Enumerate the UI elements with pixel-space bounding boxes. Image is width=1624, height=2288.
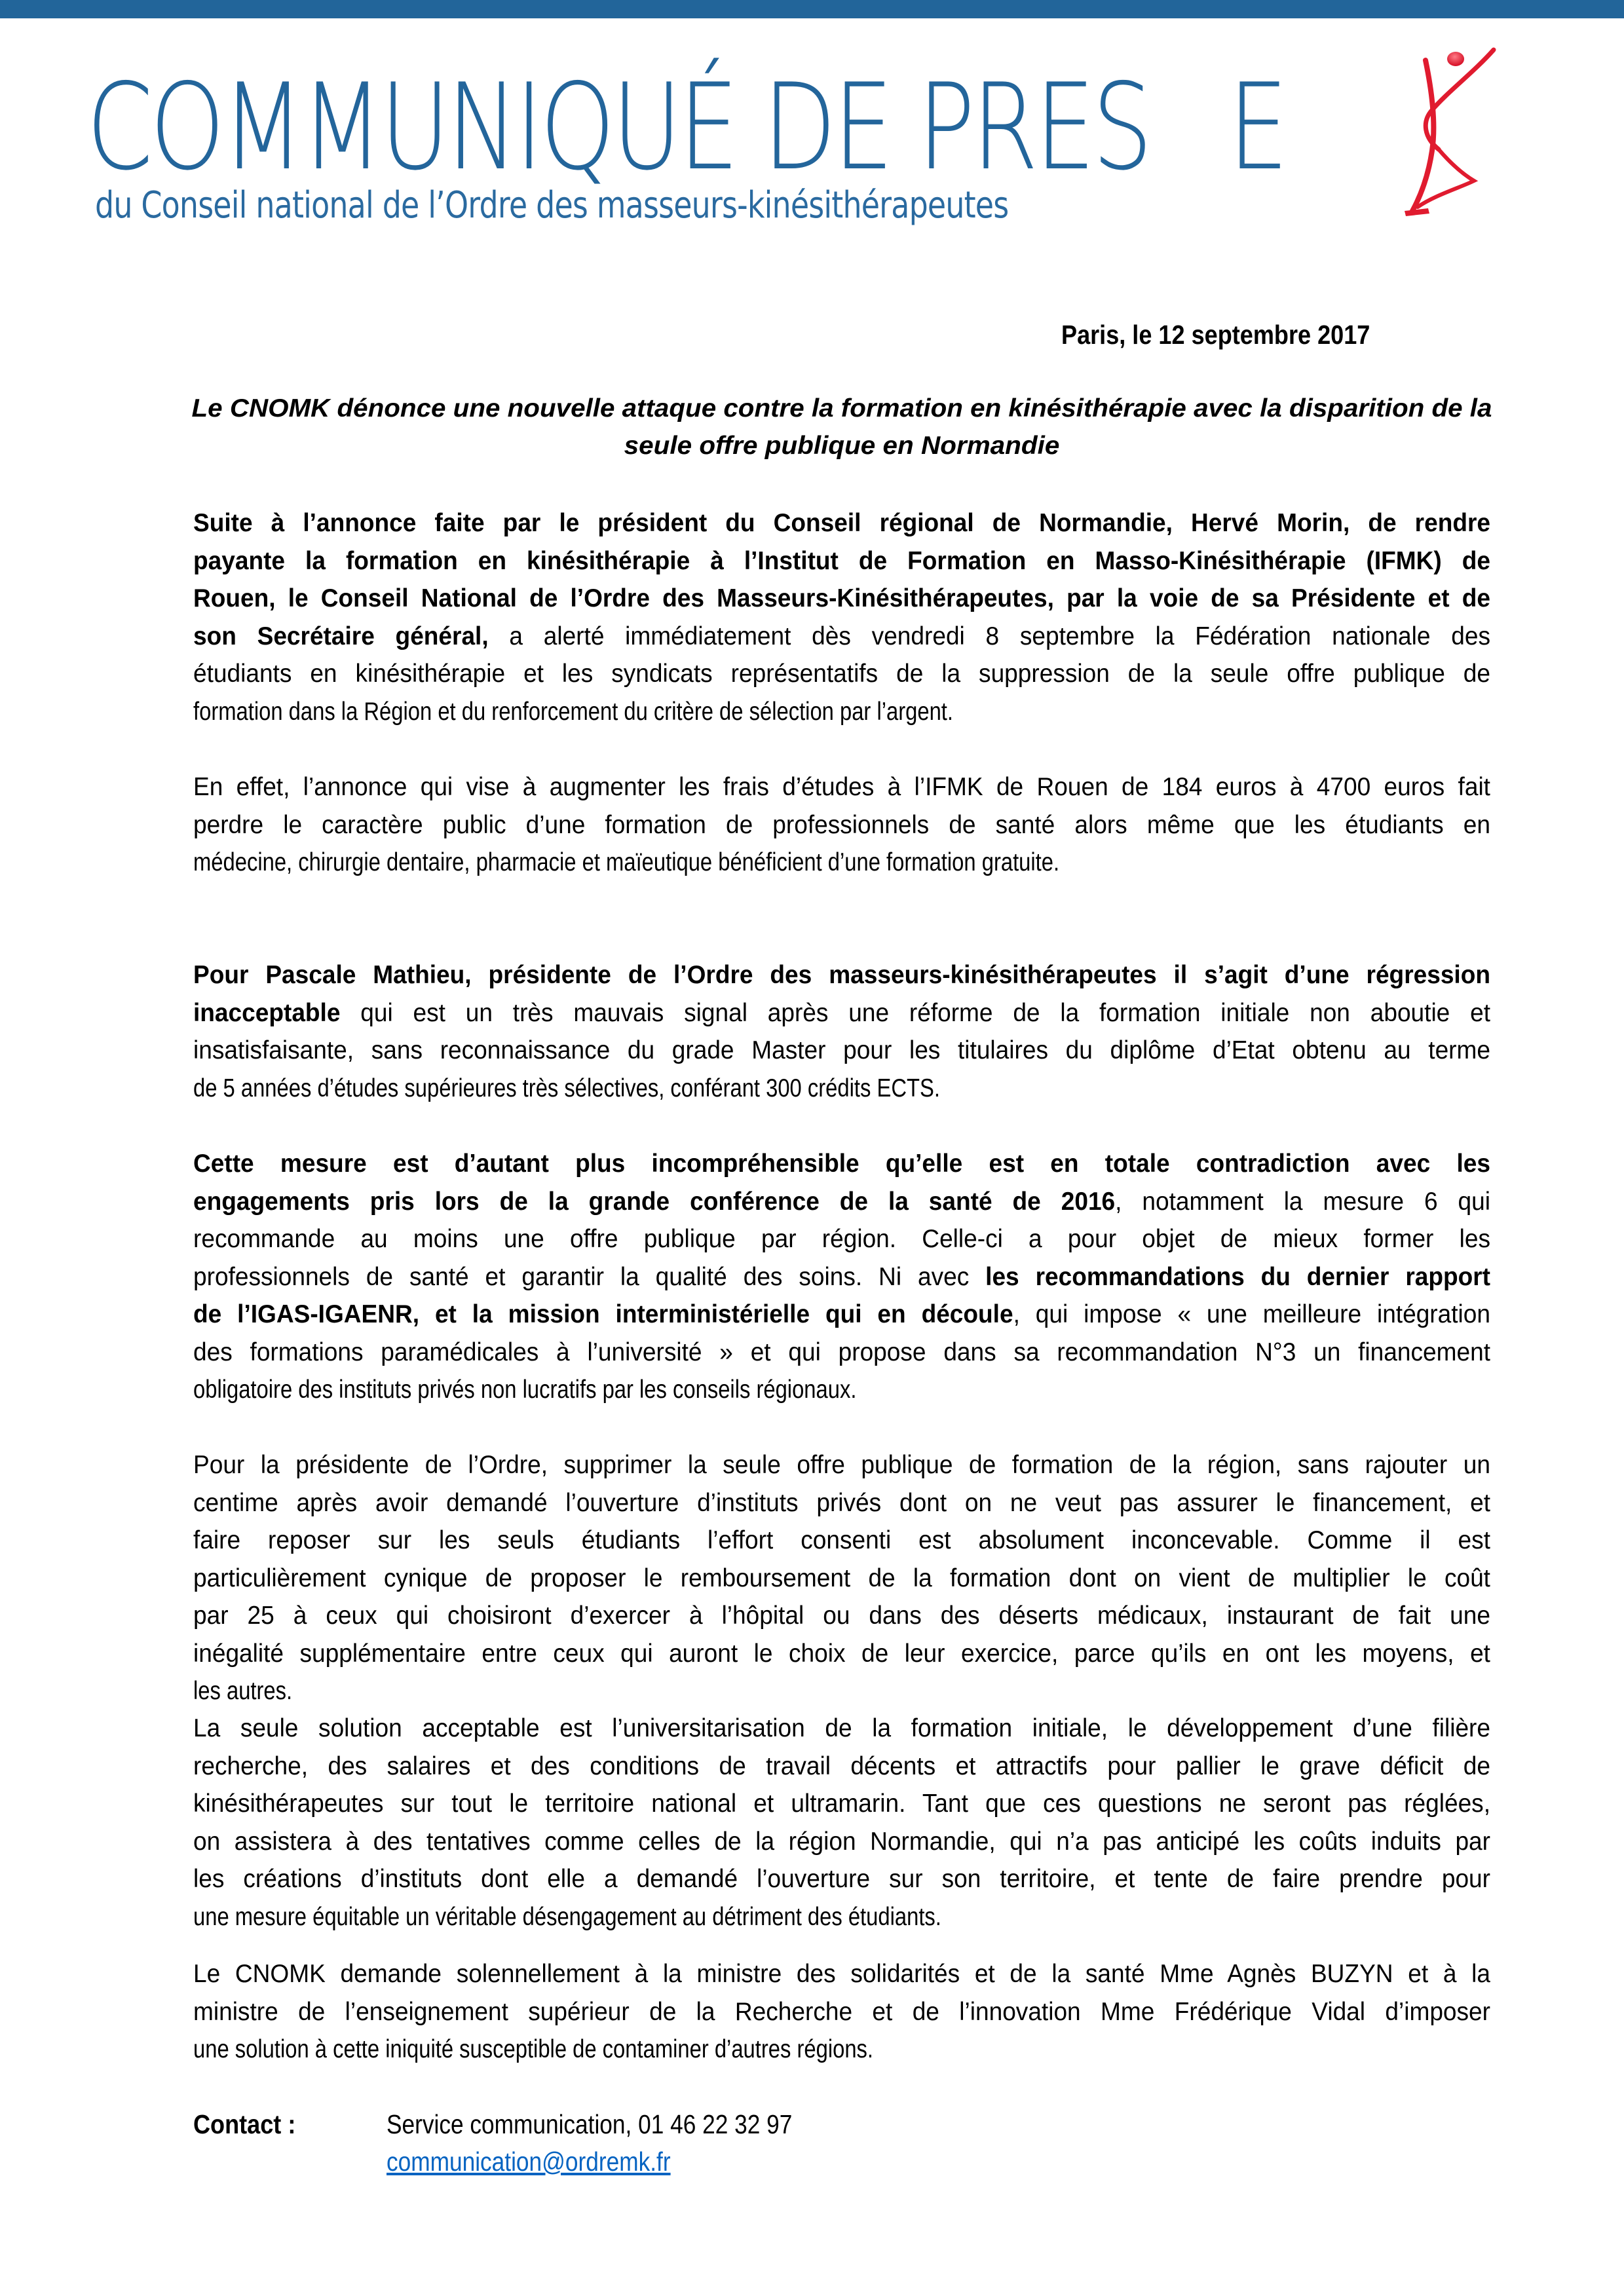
contact-label: Contact : — [193, 2109, 296, 2139]
paragraph-line — [193, 2031, 1490, 2069]
bold-text: payante la formation en kinésithérapie à l’Institut de Formation en Masso-Kinésithérapie (IFMK) de — [193, 546, 1490, 575]
paragraph-line — [193, 768, 1490, 806]
bold-text: Rouen, le Conseil National de l’Ordre des Masseurs-Kinésithérapeutes, par la voie de sa Présidente et de — [193, 584, 1490, 612]
logo-title — [86, 58, 1285, 197]
contact-service: Service communication, 01 46 22 32 97 — [387, 2109, 793, 2139]
paragraph-line — [193, 1748, 1490, 1786]
text: les autres. — [193, 1677, 293, 1705]
text: recommande au moins une offre publique par région. Celle-ci a pour objet de mieux former les — [193, 1225, 1490, 1253]
text: insatisfaisante, sans reconnaissance du grade Master pour les titulaires du diplôme d’Etat obtenu au terme — [193, 1036, 1490, 1064]
paragraph-line — [193, 1220, 1490, 1258]
bold-text: de l’IGAS-IGAENR, et la mission interministérielle qui en découle — [193, 1300, 1013, 1328]
text: particulièrement cynique de proposer le remboursement de la formation dont on vient de multiplier le coût — [193, 1564, 1490, 1592]
text: inégalité supplémentaire entre ceux qui auront le choix de leur exercice, parce qu’ils en ont les moyens, et — [193, 1639, 1490, 1668]
text: on assistera à des tentatives comme celles de la région Normandie, qui n’a pas anticipé les coûts induits par — [193, 1827, 1490, 1856]
body-paragraph — [193, 956, 1490, 1107]
text: les créations d’instituts dont elle a demandé l’ouverture sur son territoire, et tente de faire prendre pour — [193, 1865, 1490, 1893]
paragraph-line — [193, 1672, 1490, 1710]
paragraph-line — [193, 1484, 1490, 1522]
paragraph-line — [193, 1446, 1490, 1484]
body-paragraph — [193, 1710, 1490, 1936]
text: kinésithérapeutes sur tout le territoire national et ultramarin. Tant que ces questions ne seront pas réglées, — [193, 1790, 1490, 1818]
headline-line: seule offre publique en Normandie — [624, 432, 1060, 460]
paragraph-line — [193, 1334, 1490, 1372]
paragraph-line — [193, 1183, 1490, 1221]
text: formation dans la Région et du renforcement du critère de sélection par l’argent. — [193, 697, 954, 726]
bold-text: son Secrétaire général, — [193, 622, 489, 650]
body-paragraph — [193, 768, 1490, 882]
paragraph-line — [193, 504, 1490, 542]
figure-head — [1447, 52, 1464, 66]
text: a alerté immédiatement dès vendredi 8 septembre la Fédération nationale des — [488, 622, 1490, 650]
bold-text: inacceptable — [193, 998, 341, 1027]
logo-title-end: E — [1228, 58, 1285, 197]
headline — [193, 390, 1490, 464]
paragraph-line — [193, 1898, 1490, 1936]
text: une solution à cette iniquité susceptible de contaminer d’autres régions. — [193, 2035, 874, 2063]
text: ministre de l’enseignement supérieur de la Recherche et de l’innovation Mme Frédérique Vidal d’imposer — [193, 1997, 1490, 2026]
bold-text: Cette mesure est d’autant plus incompréhensible qu’elle est en totale contradiction avec les — [193, 1150, 1490, 1178]
bold-text: Suite à l’annonce faite par le président du Conseil régional de Normandie, Hervé Morin, de rendre — [193, 509, 1490, 537]
paragraph-line — [193, 1823, 1490, 1861]
paragraph-line — [193, 1597, 1490, 1635]
text: de 5 années d’études supérieures très sélectives, conférant 300 crédits ECTS. — [193, 1074, 940, 1102]
body-paragraph — [193, 1446, 1490, 1710]
text: étudiants en kinésithérapie et les syndicats représentatifs de la suppression de la seule offre publique de — [193, 660, 1490, 688]
text: perdre le caractère public d’une formation de professionnels de santé alors même que les étudiants en — [193, 810, 1490, 839]
paragraph-line — [193, 1560, 1490, 1598]
text: , qui impose « une meilleure intégration — [1013, 1300, 1490, 1328]
text: qui est un très mauvais signal après une réforme de la formation initiale non aboutie et — [340, 998, 1490, 1027]
paragraph-line — [193, 994, 1490, 1032]
paragraph-line — [193, 655, 1490, 693]
paragraph-line — [193, 1635, 1490, 1673]
paragraph-line — [193, 1032, 1490, 1070]
paragraph-line — [193, 956, 1490, 994]
paragraph-line — [193, 693, 1490, 731]
paragraph-line — [193, 1258, 1490, 1296]
text: professionnels de santé et garantir la qualité des soins. Ni avec — [193, 1262, 986, 1291]
text: recherche, des salaires et des conditions de travail décents et attractifs pour pallier le grave déficit de — [193, 1752, 1490, 1780]
body-paragraph — [193, 1955, 1490, 2069]
paragraph-line — [193, 1145, 1490, 1183]
bold-text: les recommandations du dernier rapport — [985, 1262, 1490, 1291]
paragraph-line — [193, 1710, 1490, 1748]
text: Le CNOMK demande solennellement à la ministre des solidarités et de la santé Mme Agnès BUZYN et à la — [193, 1960, 1490, 1988]
paragraph-line — [193, 618, 1490, 656]
paragraph-line — [193, 542, 1490, 580]
paragraph-line — [193, 1785, 1490, 1823]
paragraph-line — [193, 844, 1490, 882]
text: centime après avoir demandé l’ouverture d’instituts privés dont on ne veut pas assurer le financement, et — [193, 1488, 1490, 1517]
paragraph-line — [193, 1296, 1490, 1334]
paragraph-line — [193, 1955, 1490, 1993]
red-dancing-figure-icon — [1376, 39, 1520, 236]
text: une mesure équitable un véritable désengagement au détriment des étudiants. — [193, 1902, 941, 1931]
press-release-date: Paris, le 12 septembre 2017 — [1061, 320, 1370, 350]
body-paragraph — [193, 1145, 1490, 1409]
text: faire reposer sur les seuls étudiants l’effort consenti est absolument inconcevable. Comme il est — [193, 1526, 1490, 1554]
text: La seule solution acceptable est l’universitarisation de la formation initiale, le développement d’une filière — [193, 1714, 1490, 1742]
paragraph-line — [193, 806, 1490, 844]
paragraph-line — [193, 1860, 1490, 1898]
text: En effet, l’annonce qui vise à augmenter les frais d’études à l’IFMK de Rouen de 184 euros à 4700 euros fait — [193, 773, 1490, 801]
text: par 25 à ceux qui choisiront d’exercer à l’hôpital ou dans des déserts médicaux, instaurant de fait une — [193, 1602, 1490, 1630]
logo-title-main: COMMUNIQUÉ DE PRES — [86, 58, 1150, 197]
text: , notamment la mesure 6 qui — [1115, 1187, 1490, 1216]
top-banner-bar — [0, 0, 1624, 18]
text: Pour la présidente de l’Ordre, supprimer la seule offre publique de formation de la région, sans rajouter un — [193, 1451, 1490, 1479]
text: médecine, chirurgie dentaire, pharmacie et maïeutique bénéficient d’une formation gratuite. — [193, 848, 1060, 876]
paragraph-line — [193, 580, 1490, 618]
body-paragraph — [193, 504, 1490, 730]
paragraph-line — [193, 1070, 1490, 1108]
text: des formations paramédicales à l’université » et qui propose dans sa recommandation N°3 un financement — [193, 1338, 1490, 1366]
bold-text: Pour Pascale Mathieu, présidente de l’Ordre des masseurs-kinésithérapeutes il s’agit d’une régression — [193, 961, 1490, 989]
paragraph-line — [193, 1993, 1490, 2031]
bold-text: engagements pris lors de la grande conférence de la santé de 2016 — [193, 1187, 1116, 1216]
paragraph-line — [193, 1522, 1490, 1560]
figure-body — [1412, 60, 1433, 211]
figure-foot — [1405, 208, 1429, 216]
paragraph-line — [193, 1371, 1490, 1409]
text: obligatoire des instituts privés non lucratifs par les conseils régionaux. — [193, 1376, 857, 1404]
logo-subtitle: du Conseil national de l’Ordre des masseurs-kinésithérapeutes — [95, 184, 1009, 227]
contact-email-link[interactable]: communication@ordremk.fr — [387, 2147, 671, 2177]
headline-line: Le CNOMK dénonce une nouvelle attaque contre la formation en kinésithérapie avec la disparition de la — [191, 394, 1492, 422]
